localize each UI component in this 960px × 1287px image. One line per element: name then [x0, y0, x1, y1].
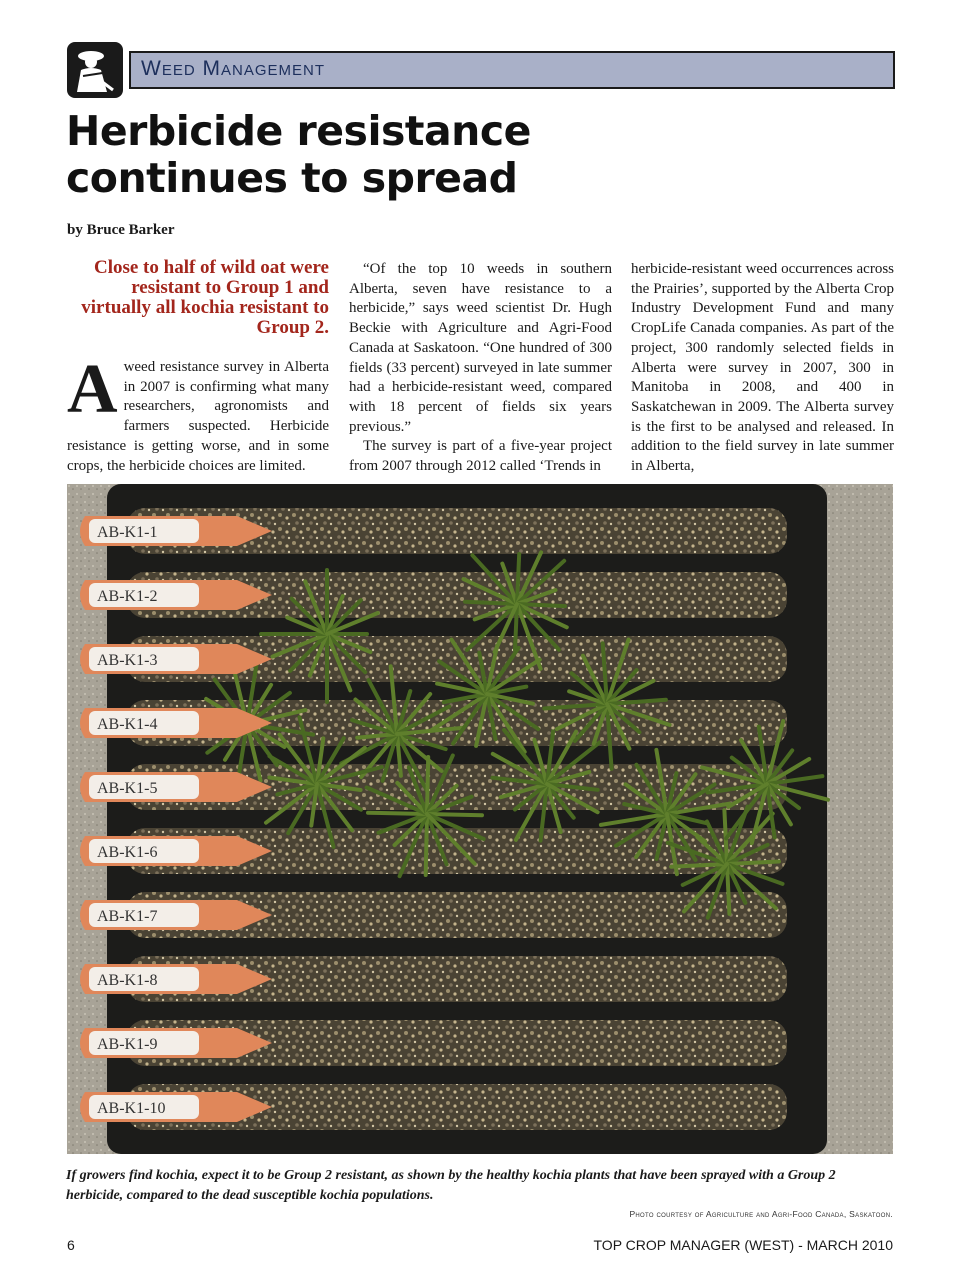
col3-paragraph-1: herbicide-resistant weed occurrences across the Prairies’, supported by the Alberta Crop Industry Development Fund and many CropLife Canada companies. As part of the project, 300 randomly selected fields in Alberta were survey in 2007, 300 in Manitoba in 2008, and 400 in Saskatchewan in 2009. The Alberta survey is the first to be analysed and released. In addition to the field survey in late summer in Alberta, — [631, 261, 894, 475]
plant-tag — [80, 1028, 272, 1058]
col1-text: weed resistance survey in Alberta in 2007 is confirming what many researchers, agronomists and farmers suspected. Herbicide resistance is getting worse, and in some crops, the herbicide choices are limited. — [67, 359, 329, 474]
plant-tag-label: AB-K1-2 — [97, 588, 158, 605]
plant-tag-label: AB-K1-4 — [97, 716, 158, 733]
body-column-1 — [67, 351, 329, 476]
plant-tag — [80, 772, 272, 802]
byline: by Bruce Barker — [67, 222, 175, 238]
plant-tag-label: AB-K1-8 — [97, 972, 158, 989]
plant-tag-label: AB-K1-1 — [97, 524, 158, 541]
photo-credit: Photo courtesy of Agriculture and Agri-Food Canada, Saskatoon. — [629, 1209, 893, 1219]
plant-tag-label: AB-K1-7 — [97, 908, 158, 925]
photo-caption: If growers find kochia, expect it to be Group 2 resistant, as shown by the healthy kochia plants that have been sprayed with a Group 2 herbicide, compared to the dead susceptible kochia populations. — [66, 1168, 836, 1203]
plant-tag — [80, 964, 272, 994]
page-number: 6 — [67, 1237, 75, 1253]
col2-paragraph-1: “Of the top 10 weeds in southern Alberta, seven have resistance to a herbicide,” says weed scientist Dr. Hugh Beckie with Agriculture and Agri-Food Canada at Saskatoon. “One hundred of 300 fields (33 percent) surveyed in late summer had a herbicide-resistant weed, compared with 18 percent of fields six years previous.” — [349, 261, 612, 435]
plant-tag — [80, 516, 272, 546]
plant-tag — [80, 644, 272, 674]
plant-tag-label: AB-K1-10 — [97, 1100, 166, 1117]
plant-tag — [80, 1092, 272, 1122]
body-column-3 — [631, 260, 894, 477]
plant-tag-label: AB-K1-6 — [97, 844, 158, 861]
pullquote: Close to half of wild oat were resistant to Group 1 and virtually all kochia resistant to Group 2. — [81, 257, 329, 338]
body-column-2 — [349, 260, 612, 477]
section-label: Weed Management — [141, 57, 326, 80]
plant-tag-label: AB-K1-5 — [97, 780, 158, 797]
plant-tag-label: AB-K1-9 — [97, 1036, 158, 1053]
magazine-footer: TOP CROP MANAGER (WEST) - MARCH 2010 — [593, 1237, 893, 1253]
headline: Herbicide resistance continues to spread — [66, 107, 531, 202]
plant-tag-label: AB-K1-3 — [97, 652, 158, 669]
drop-cap: A — [67, 351, 118, 428]
section-band — [129, 51, 895, 89]
plant-tag — [80, 708, 272, 738]
col2-paragraph-2: The survey is part of a five-year project from 2007 through 2012 called ‘Trends in — [349, 438, 612, 475]
plant-tag — [80, 836, 272, 866]
section-header — [67, 42, 893, 88]
plant-tag — [80, 580, 272, 610]
farmer-icon — [67, 42, 123, 98]
plant-tag — [80, 900, 272, 930]
kochia-tray-photo — [67, 484, 893, 1154]
